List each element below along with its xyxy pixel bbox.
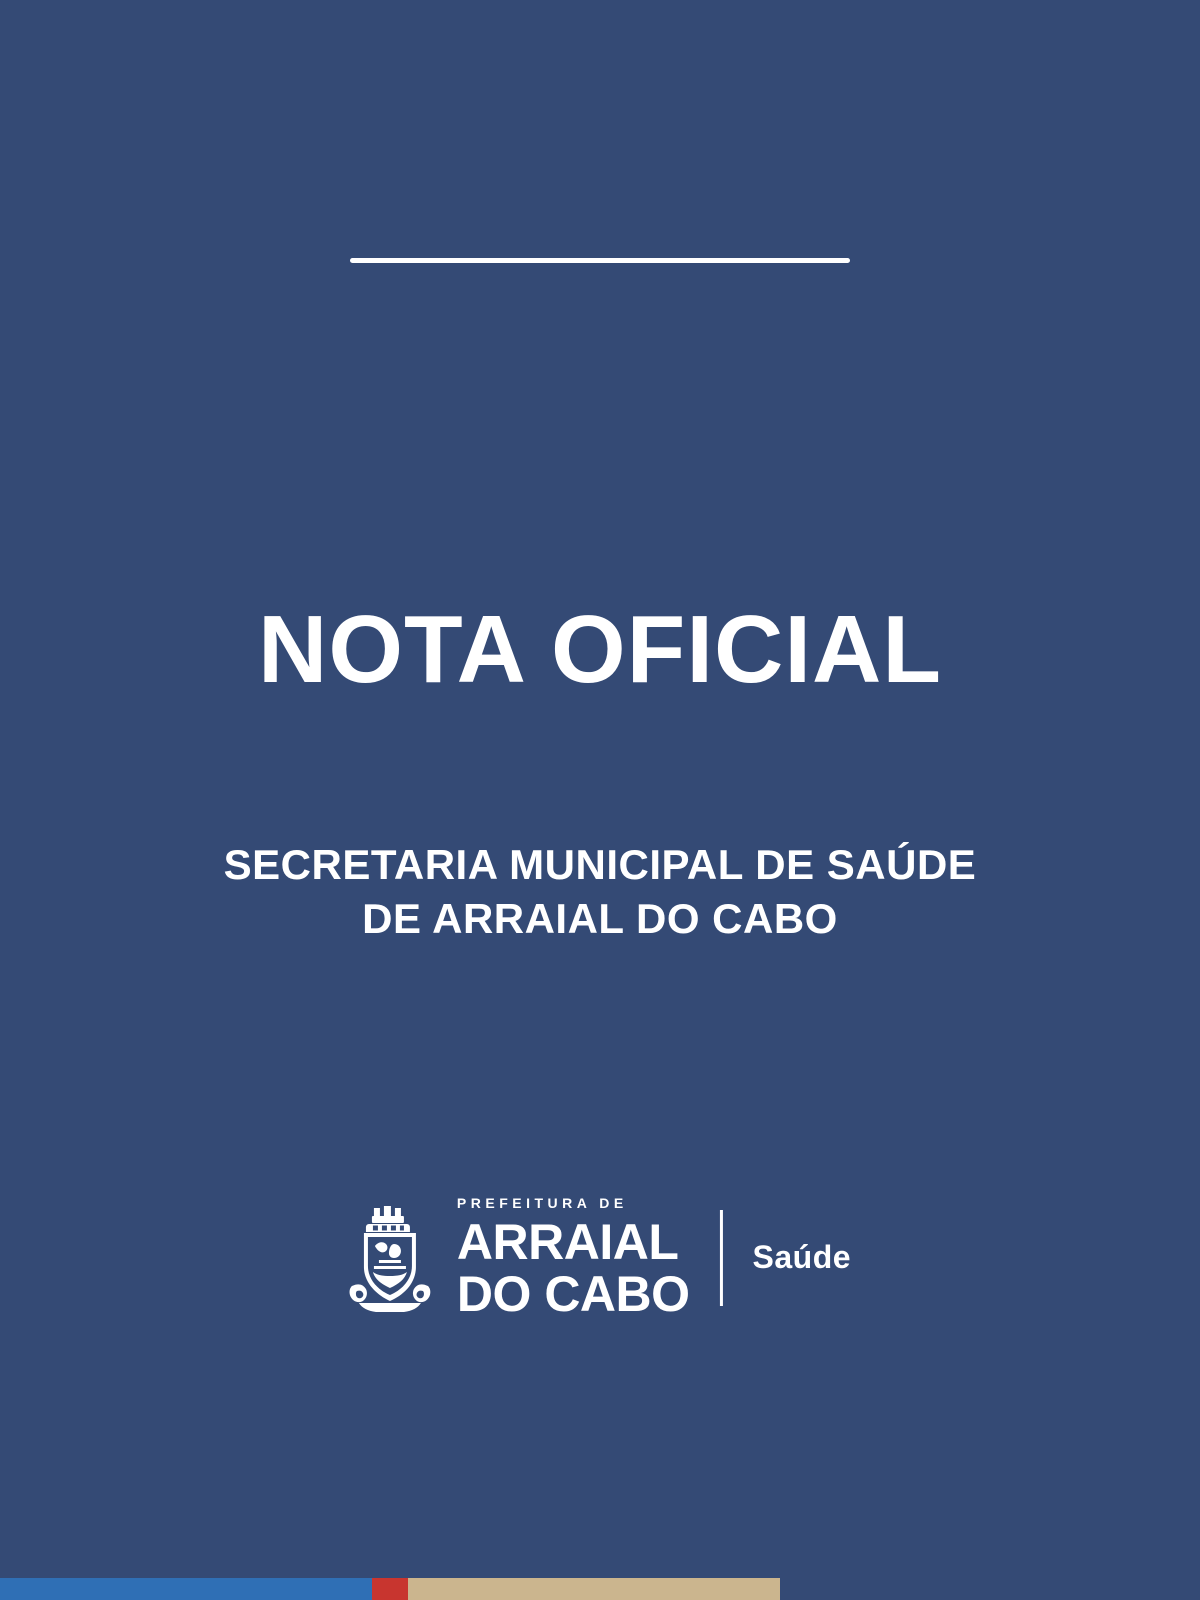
department-label: Saúde	[752, 1239, 852, 1275]
footer-color-bar	[0, 1578, 1200, 1600]
subtitle-line-2: DE ARRAIAL DO CABO	[362, 894, 838, 942]
wordmark-pretext: PREFEITURA DE	[456, 1195, 628, 1211]
logo-divider	[720, 1210, 723, 1306]
footer-segment-darkblue	[780, 1578, 1200, 1600]
subtitle-line-1: SECRETARIA MUNICIPAL DE SAÚDE	[223, 841, 977, 888]
wordmark-line-1: ARRAIAL	[456, 1214, 679, 1270]
top-divider-rule	[350, 258, 850, 263]
title-block	[0, 596, 1200, 703]
page-title: NOTA OFICIAL	[258, 596, 942, 703]
wordmark-line-2: DO CABO	[456, 1266, 690, 1322]
footer-segment-sand	[408, 1578, 780, 1600]
footer-segment-blue	[0, 1578, 372, 1600]
wordmark	[456, 1195, 690, 1322]
subtitle-block	[0, 838, 1200, 946]
footer-segment-red	[372, 1578, 408, 1600]
logo-lockup	[349, 1195, 852, 1322]
coat-of-arms-icon	[349, 1204, 431, 1312]
